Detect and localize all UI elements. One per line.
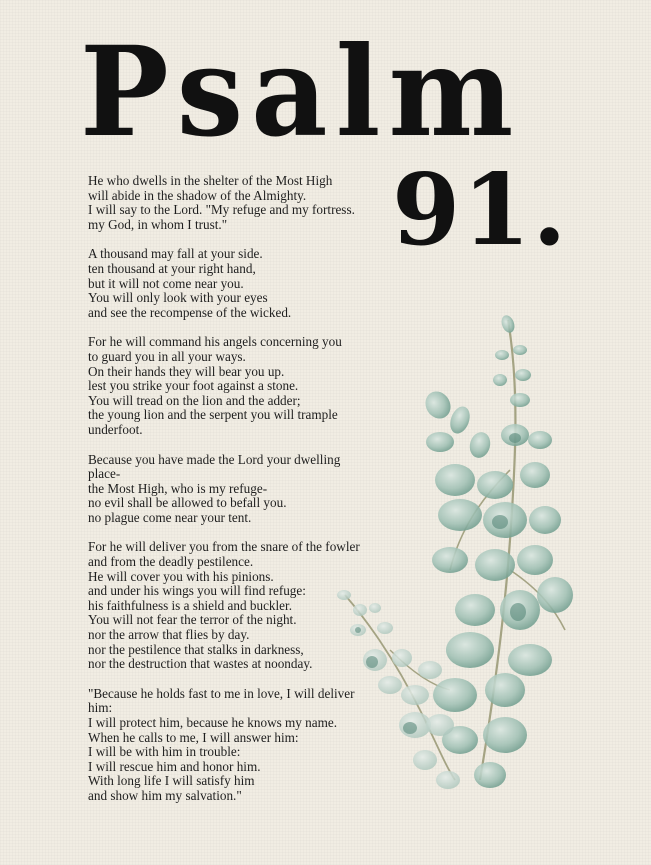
verse-line: I will say to the Lord. "My refuge and my fortress.	[88, 202, 355, 218]
verse-line: A thousand may fall at your side.	[88, 246, 263, 262]
verse-line: and under his wings you will find refuge:	[88, 583, 306, 599]
verse-line: the Most High, who is my refuge-	[88, 480, 268, 496]
verse-line: my God, in whom I trust."	[88, 216, 228, 232]
verse-line: him:	[88, 700, 113, 716]
verse-line: You will not fear the terror of the night.	[88, 612, 297, 628]
verse-line: the young lion and the serpent you will trample	[88, 407, 338, 423]
verse-line: I will protect him, because he knows my name.	[88, 715, 338, 730]
verse-line: and from the deadly pestilence.	[88, 554, 254, 570]
verse-line: Because you have made the Lord your dwelling	[88, 451, 341, 467]
verse-line: On their hands they will bear you up.	[88, 363, 285, 379]
verse-line: He who dwells in the shelter of the Most High	[88, 173, 333, 188]
verse-line: For he will deliver you from the snare of the fowler	[88, 539, 360, 555]
verse-line: You will tread on the lion and the adder;	[88, 392, 301, 408]
verse-line: no plague come near your tent.	[88, 509, 252, 525]
verse-line: to guard you in all your ways.	[88, 348, 246, 364]
verse-line: will abide in the shadow of the Almighty.	[88, 187, 307, 203]
psalm-number: 91.	[392, 153, 569, 268]
page-title: Psalm	[80, 18, 522, 165]
verse-line: I will be with him in trouble:	[88, 744, 241, 760]
verse-line: place-	[88, 466, 121, 482]
verse-line: You will only look with your eyes	[88, 290, 268, 306]
verse-line: He will cover you with his pinions.	[88, 568, 274, 584]
stanza	[88, 174, 398, 232]
verse-line: nor the pestilence that stalks in darkness,	[88, 641, 304, 657]
verse-line: ten thousand at your right hand,	[88, 260, 256, 276]
verse-line: nor the destruction that wastes at noonday.	[88, 656, 313, 672]
verse-line: but it will not come near you.	[88, 275, 244, 291]
verse-line: underfoot.	[88, 421, 143, 437]
verse-line: "Because he holds fast to me in love, I will deliver	[88, 685, 355, 701]
verse-line: and show him my salvation."	[88, 787, 242, 803]
verse-line: With long life I will satisfy him	[88, 773, 255, 789]
verse-line: his faithfulness is a shield and buckler.	[88, 597, 292, 613]
eucalyptus-illustration	[330, 310, 590, 810]
verse-line: I will rescue him and honor him.	[88, 758, 261, 774]
verse-line: nor the arrow that flies by day.	[88, 627, 250, 643]
verse-line: no evil shall be allowed to befall you.	[88, 495, 287, 511]
verse-line: For he will command his angels concerning you	[88, 334, 342, 350]
verse-line: lest you strike your foot against a stone.	[88, 378, 299, 394]
verse-line: and see the recompense of the wicked.	[88, 304, 292, 320]
verse-line: When he calls to me, I will answer him:	[88, 729, 299, 745]
